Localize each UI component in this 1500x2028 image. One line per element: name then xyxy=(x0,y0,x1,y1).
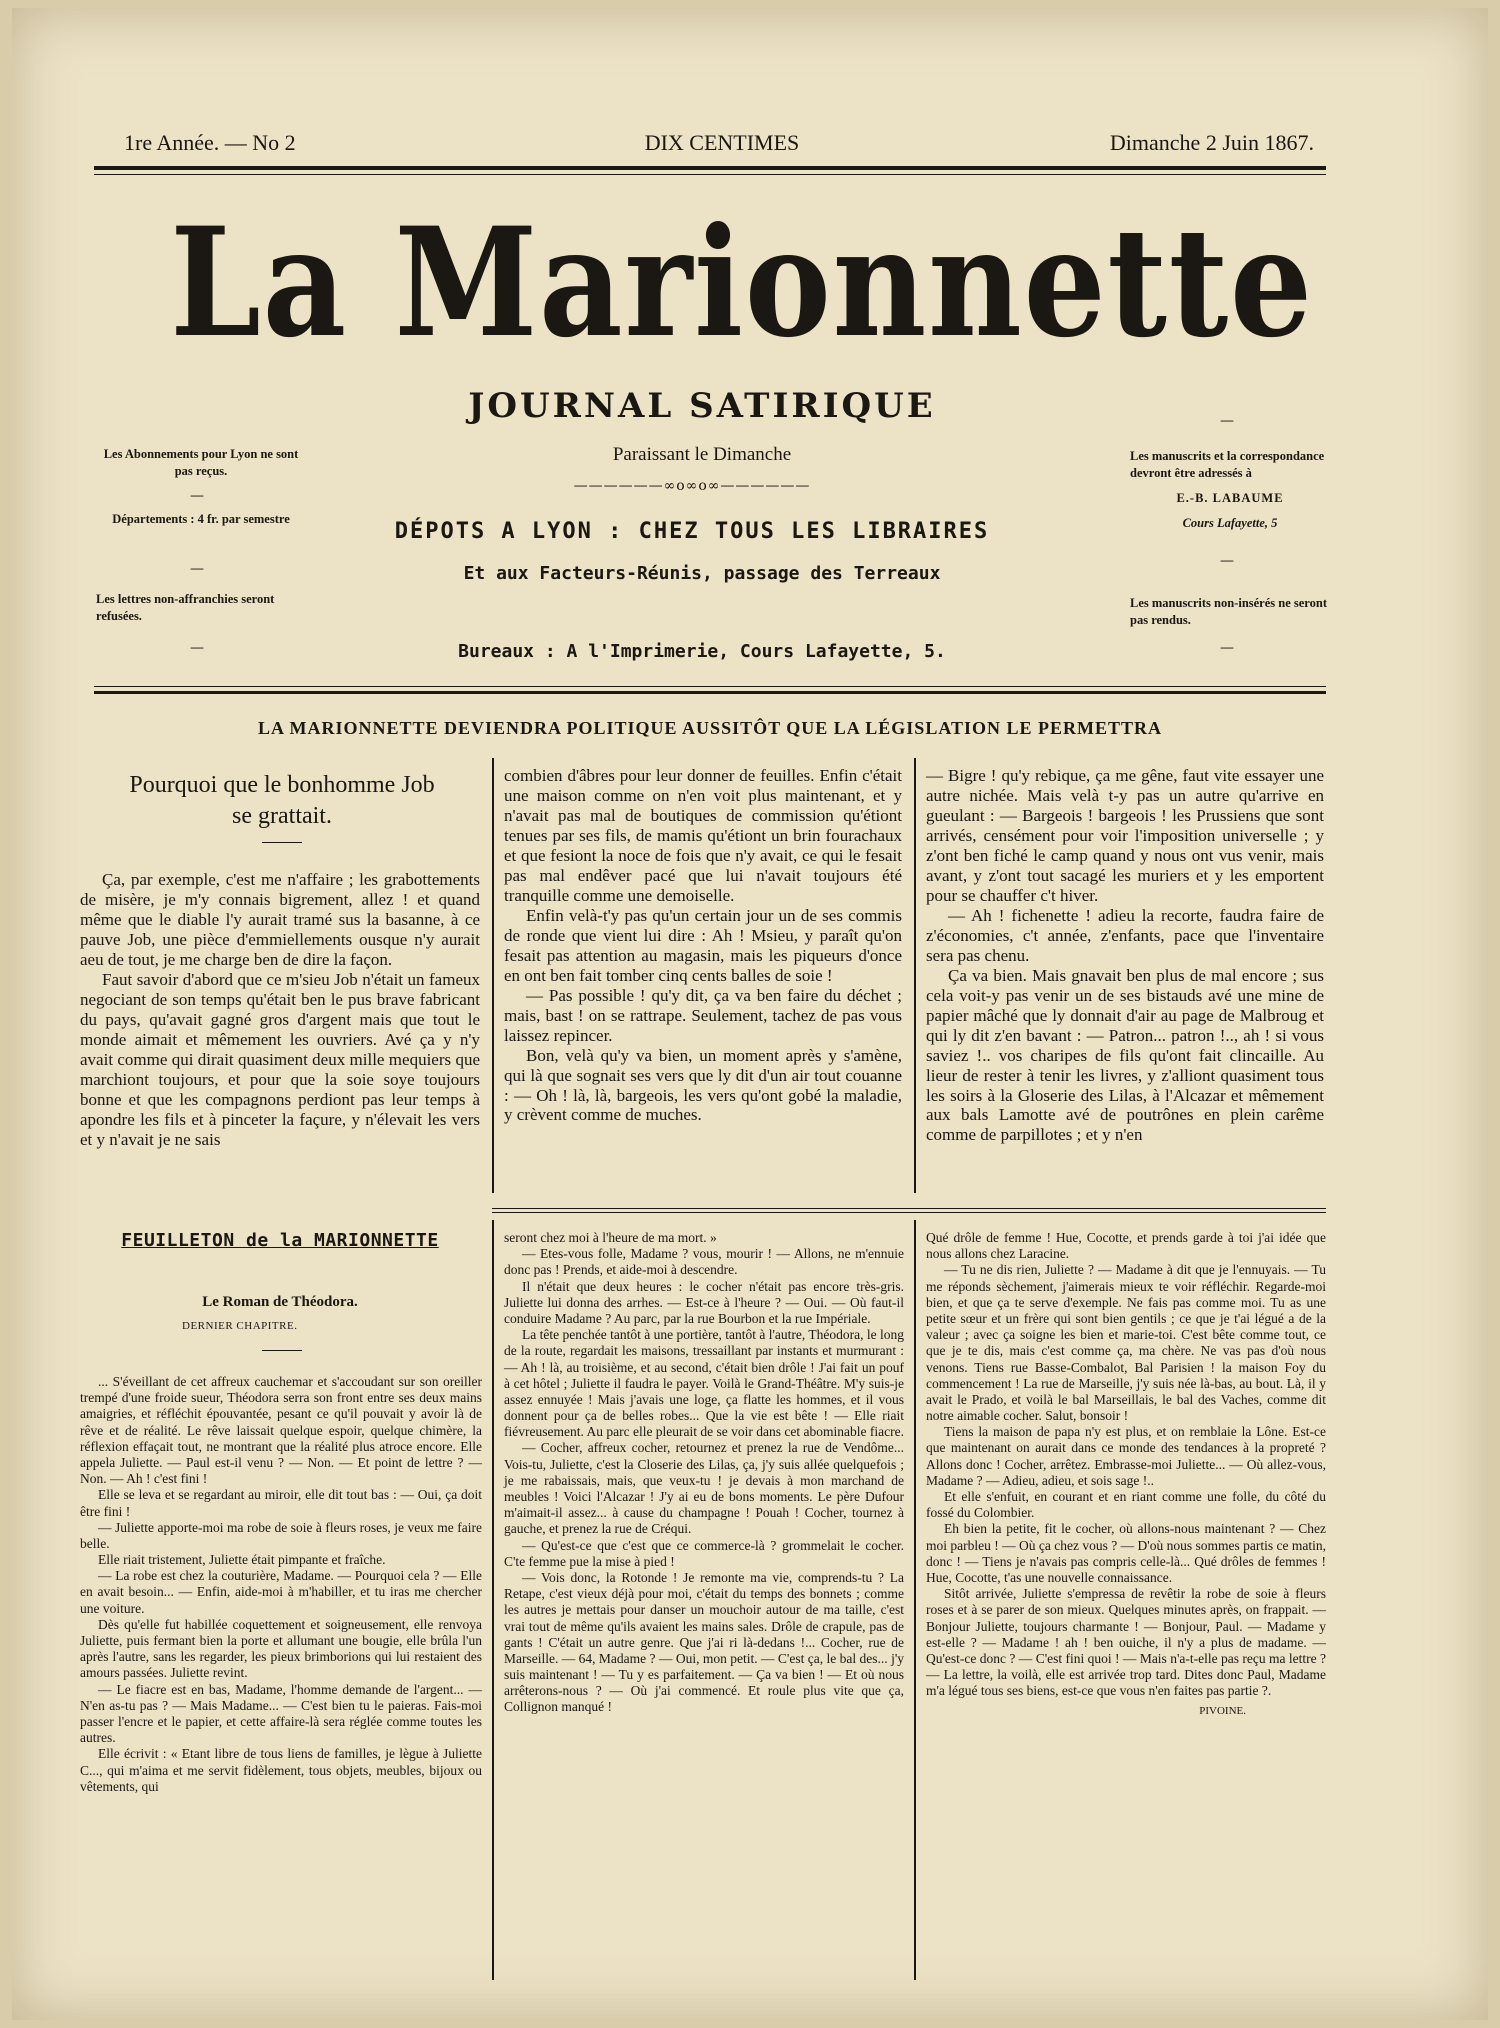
paragraph: — Bigre ! qu'y rebique, ça me gêne, faut vite essayer une autre nichée. Mais velà t-y pas un autre qu'arrive en gueulant : — Bargeois ! bargeois ! les Prussiens que sont arrivés, censément pour voir l'imposition universelle ; y z'ont ben fiché le camp quand y nous ont vus venir, mais avant, y z'ont tout sacagé les muriers et y les emportent pour se chauffer c't hiver. xyxy=(926,766,1324,905)
issue-number: 1re Année. — No 2 xyxy=(124,130,296,155)
feuilleton-column-1 xyxy=(80,1374,482,1795)
paragraph: — Juliette apporte-moi ma robe de soie à fleurs roses, je veux me faire belle. xyxy=(80,1519,482,1551)
feuilleton-rule xyxy=(492,1208,1326,1209)
feuilleton-column-3 xyxy=(926,1230,1326,1719)
letters-note: Les lettres non-affranchies seront refusées. xyxy=(96,592,275,623)
column-divider xyxy=(492,1220,494,1980)
paragraph: Bon, velà qu'y va bien, un moment après y s'amène, qui là que sognait ses vers que ly dit d'un air tout couanne : — Oh ! là, là, bargeois, les vers qu'ont gobé la maladie, y crèvent comme de muches. xyxy=(504,1045,902,1125)
paragraph: — Tu ne dis rien, Juliette ? — Madame à dit que je l'ennuyais. — Tu me réponds sèchement, j'aimerais mieux te voir réfléchir. Regarde-moi bien, et que ça te serve d'exemple. Ne fais pas comme moi. Tu as une petite sœur et un frère qui sont bien gentils ; ce que je t'ai légué a de la valeur ; avec ça soigne les bien et marie-toi. C'est bête comme tout, ce que je te dis, mais c'est comme ça, ma chère. Ne vas pas d'où nous venons. Tiens rue Basse-Combalot, Bal Parisien ! la maison Foy du commencement ! La rue de Marseille, j'y suis née là-bas, au bout. Là, il y avait le Prado, et voilà le bal Marseillais, le bal des Vaches, comme dit notre aimable cocher. Salut, bonsoir ! xyxy=(926,1262,1326,1424)
paragraph: Elle écrivit : « Etant libre de tous liens de familles, je lègue à Juliette C..., qui m'aima et me servit fidèlement, tous objets, meubles, bijoux ou vêtements, qui xyxy=(80,1746,482,1794)
column-divider xyxy=(492,758,494,1193)
separator-dash: — xyxy=(1220,640,1234,656)
separator-dash: — xyxy=(190,640,204,656)
feuilleton-title: Le Roman de Théodora. xyxy=(202,1294,358,1310)
paragraph: seront chez moi à l'heure de ma mort. » xyxy=(504,1230,717,1245)
paragraph: Ça va bien. Mais gnavait ben plus de mal encore ; sus cela voit-y pas venir un de ses bistauds avé une mine de papier mâché que ly donnait d'air au page de Malbroug et qui ly dit z'en bavant : — Patron... patron !.., ah ! si vous saviez !.. vos charipes de fils qu'ont fait clincaille. Au lieur de rester à tenir les livres, y z'alliont quasiment tous les soirs à la Gloserie des Lilas, à l'Alcazar et mêmement aux bals Lamotte avé de poutrônes en plein carême comme de parpillotes ; et y n'en xyxy=(926,965,1324,1145)
paragraph: — La robe est chez la couturière, Madame. — Pourquoi cela ? — Elle en avait besoin... — Enfin, aide-moi à m'habiller, et tu iras me chercher une voiture. xyxy=(80,1568,482,1616)
feuilleton-heading: FEUILLETON de la MARIONNETTE xyxy=(121,1230,439,1251)
paragraph: Faut savoir d'abord que ce m'sieu Job n'était un fameux negociant de son temps qu'était ben le pus brave fabricant du pays, qu'avait gagné gros d'argent mais que tout le monde aimait et mêmement les ouvriers. Avé ça y n'y avait comme qui dirait quasiment deux mille mequiers que marchiont toujours, et pour que la soie soye toujours bonne et que les compagnons perdiont pas leur temps à apondre les fils et à pinceter la façure, y n'élevait les vers et y n'avait je ne sais xyxy=(80,969,480,1149)
facteurs-line: Et aux Facteurs-Réunis, passage des Terreaux xyxy=(463,563,941,584)
correspondence-note: Les manuscrits et la correspondance devront être adressés à xyxy=(1130,449,1325,480)
chapter-underline xyxy=(262,1350,302,1351)
masthead-frequency: Paraissant le Dimanche xyxy=(612,444,792,465)
column-divider xyxy=(914,758,916,1193)
editor-address: Cours Lafayette, 5 xyxy=(1182,516,1278,530)
separator-dash: — xyxy=(190,488,204,504)
paragraph: Il n'était que deux heures : le cocher n'était pas encore très-gris. Juliette lui donna des arrhes. — Est-ce à l'heure ? — Oui. — Où faut-il conduire Madame ? Au parc, par la rue Bourbon et la rue Impériale. xyxy=(504,1278,904,1326)
paragraph: Et elle s'enfuit, en courant et en riant comme une folle, du côté du fossé du Colombier. xyxy=(926,1489,1326,1521)
editor-name: E.-B. LABAUME xyxy=(1176,491,1284,505)
article-title xyxy=(82,770,482,832)
newspaper-page xyxy=(12,8,1488,2020)
paragraph: Elle riait tristement, Juliette était pimpante et fraîche. xyxy=(98,1552,386,1568)
paragraph: Sitôt arrivée, Juliette s'empressa de revêtir la robe de soie à fleurs roses et à se parer de son mieux. Quelques minutes après, on frappait. — Bonjour Juliette, toujours charmante ! — Bonjour, Paul. — Madame y est-elle ? — Madame ! ah ! ben ouiche, il n'y a plus de madame. — Qu'est-ce donc ? — C'est fini quoi ! — Mais n'a-t-elle pas reçu ma lettre ? — La lettre, la voilà, elle est arrivée trop tard. Dites donc Paul, Madame m'a légué tous ses biens, est-ce que vous n'en faites pas partie ?. xyxy=(926,1586,1326,1699)
separator-dash: — xyxy=(1220,413,1234,429)
paragraph: — Qu'est-ce que c'est que ce commerce-là ? grommelait le cocher. C'te femme pue la mise à pied ! xyxy=(504,1537,904,1569)
subscription-note: Les Abonnements pour Lyon ne sont pas reçus. xyxy=(103,447,299,478)
paragraph: Enfin velà-t'y pas qu'un certain jour un de ses commis de ronde que vient lui dire : Ah ! Msieu, y paraît qu'on fesait pas attention au magasin, mais les piqueurs d'once en ont ben fait tomber cinq cents balles de soie ! xyxy=(504,905,902,985)
paragraph: — Cocher, affreux cocher, retournez et prenez la rue de Vendôme... Vois-tu, Juliette, c'est la Closerie des Lilas, ça, j'y suis allée quelquefois ; je me rabaissais, mais, que veux-tu ! je devais à mon marchand de meubles ! Voici l'Alcazar ! J'y ai eu de bons moments. Le père Dufour m'aimait-il assez... à cause du champagne ! Pouah ! Cocher, tournez à gauche, et prenez la rue de Créqui. xyxy=(504,1440,904,1537)
article-column-2 xyxy=(504,766,902,1125)
paragraph: — Le fiacre est en bas, Madame, l'homme demande de l'argent... — N'en as-tu pas ? — Mais Madame... — C'est bien tu le paieras. Fais-moi passer l'encre et le papier, et cette affaire-là sera réglée comme toutes les autres. xyxy=(80,1681,482,1746)
bureaux-line: Bureaux : A l'Imprimerie, Cours Lafayette, 5. xyxy=(458,641,946,662)
paragraph: Eh bien la petite, fit le cocher, où allons-nous maintenant ? — Chez moi parbleu ! — Où ça chez vous ? — D'où nous sommes partis ce matin, donc ! — Tiens je n'avais pas compris celle-là... Qué drôles de femmes ! Hue, Cocotte, t'as une nouvelle connaissance. xyxy=(926,1521,1326,1585)
signature: PIVOINE. xyxy=(1199,1705,1246,1718)
paragraph: Elle se leva et se regardant au miroir, elle dit tout bas : — Oui, ça doit être fini ! xyxy=(80,1487,482,1519)
separator-dash: — xyxy=(190,561,204,577)
masthead-rule xyxy=(94,691,1326,694)
article-column-1 xyxy=(80,870,480,1150)
title-underline xyxy=(262,842,302,843)
column-divider xyxy=(914,1220,916,1980)
paragraph: — Pas possible ! qu'y dit, ça va ben faire du déchet ; mais, bast ! on se rattrape. Seulement, tachez de pas vous laissez repincer. xyxy=(504,985,902,1045)
masthead-title: La Marionnette xyxy=(170,195,1314,371)
paragraph: — Vois donc, la Rotonde ! Je remonte ma vie, comprends-tu ? La Retape, c'est vieux déjà pour moi, c'était du temps des bonnets ; comme les autres je mettais pour danser un mouchoir autour de ma taille, c'est vrai tout de même qu'ils avaient les mains sales. Drôle de crapule, pas de gants ! C'était un autre genre. Que j'ai ri là-dedans !... Cocher, rue de Marseille. — 64, Madame ? — Oui, mon petit. — C'est ça, le bal des... j'y suis maintenant ! — Tu y es parfaitement. — Ça va bien ! — Et où nous arrêterons-nous ? — Où j'ai commencé. Et roule plus vite que ça, Collignon manqué ! xyxy=(504,1569,904,1715)
price: DIX CENTIMES xyxy=(644,130,800,155)
issue-date: Dimanche 2 Juin 1867. xyxy=(1109,130,1314,155)
manuscripts-note: Les manuscrits non-insérés ne seront pas rendus. xyxy=(1130,596,1327,627)
top-rule xyxy=(94,166,1326,170)
article-column-3 xyxy=(926,766,1324,1145)
paragraph: combien d'âbres pour leur donner de feuilles. Enfin c'était une maison comme on n'en voit plus maintenant, et y n'avait pas mal de boutiques de commission qu'étiont tenues par ses fils, de mamis qu'étiont un brin fourachaux et que fesiont la noce de fois que n'y avait, ce qui le fesait pas mal endêver pacé que lui n'avait toujours été tranquille comme une demoiselle. xyxy=(504,766,902,905)
depots-line: DÉPOTS A LYON : CHEZ TOUS LES LIBRAIRES xyxy=(394,519,990,544)
paragraph: — Etes-vous folle, Madame ? vous, mourir ! — Allons, ne m'ennuie donc pas ! Prends, et aide-moi à descendre. xyxy=(504,1246,904,1278)
departments-price: Départements : 4 fr. par semestre xyxy=(112,512,290,526)
motto: LA MARIONNETTE DEVIENDRA POLITIQUE AUSSITÔT QUE LA LÉGISLATION LE PERMETTRA xyxy=(257,718,1163,738)
paragraph: Qué drôle de femme ! Hue, Cocotte, et prends garde à toi j'ai idée que nous allons chez Laracine. xyxy=(926,1230,1326,1262)
paragraph: Ça, par exemple, c'est me n'affaire ; les grabottements de misère, je m'y connais bigrement, allez ! et quand même que le diable l'y aurait tramé sus la basanne, à ce pauve Job, une pièce d'emmiellements ousque n'y aurait aeu de tout, je me charge ben de dire la façon. xyxy=(80,870,480,969)
paragraph: Dès qu'elle fut habillée coquettement et soigneusement, elle renvoya Juliette, puis fermant bien la porte et allumant une bougie, elle brûla l'un après l'autre, sans les regarder, les pieux brimborions qui lui restaient des amours passées. Juliette revint. xyxy=(80,1616,482,1681)
paragraph: Tiens la maison de papa n'y est plus, et on remblaie la Lône. Est-ce que maintenant on aurait dans ce monde des tendances à la propreté ? Allons donc ! Cocher, arrêtez. Embrasse-moi Juliette... — Où allez-vous, Madame ? — Adieu, adieu, et sois sage !.. xyxy=(926,1424,1326,1488)
paragraph: — Ah ! fichenette ! adieu la recorte, faudra faire de z'économies, c't année, z'enfants, pace que l'inventaire sera pas chenu. xyxy=(926,905,1324,965)
feuilleton-column-2 xyxy=(504,1230,904,1716)
masthead-rule-thin xyxy=(94,686,1326,687)
paragraph: La tête penchée tantôt à une portière, tantôt à l'autre, Théodora, le long de la route, regardait les maisons, tressaillant par instants et murmurant : — Ah ! là, au troisième, et au second, c'était bien drôle ! J'ai fait un pouf à cet hôtel ; Juliette il faudra le payer. Voilà le Grand-Théâtre. M'y suis-je assez ennuyée ! Mais j'avais une loge, ça flatte les hommes, et il vous donnent pour ça de belles robes... Que la vie est bête ! — Elle riait fiévreusement. Au parc elle pleurait de se voir dans cet abominable fiacre. xyxy=(504,1327,904,1440)
separator-dash: — xyxy=(1220,553,1234,569)
feuilleton-rule xyxy=(492,1212,1326,1213)
paragraph: ... S'éveillant de cet affreux cauchemar et s'accoudant sur son oreiller trempé d'une froide sueur, Théodora serra son front entre ses deux mains amaigries, et réfléchit épouvantée, pesant ce qu'il pouvait y avoir là de rêve et de réalité. Le rêve laissait quelque espoir, quelque chimère, la réflexion effaçait tout, ne montrant que la réalité plus atroce encore. Elle appela Juliette. — Paul est-il venu ? — Non. — Et point de lettre ? — Non. — Ah ! c'est fini ! xyxy=(80,1374,482,1487)
article-title-line: se grattait. xyxy=(232,803,332,830)
masthead-subtitle: JOURNAL SATIRIQUE xyxy=(468,386,936,426)
masthead-ornament: ——————∞o∞o∞—————— xyxy=(573,478,811,494)
article-title-line: Pourquoi que le bonhomme Job xyxy=(129,772,435,798)
top-rule-thin xyxy=(94,174,1326,175)
feuilleton-chapter: DERNIER CHAPITRE. xyxy=(182,1320,298,1332)
